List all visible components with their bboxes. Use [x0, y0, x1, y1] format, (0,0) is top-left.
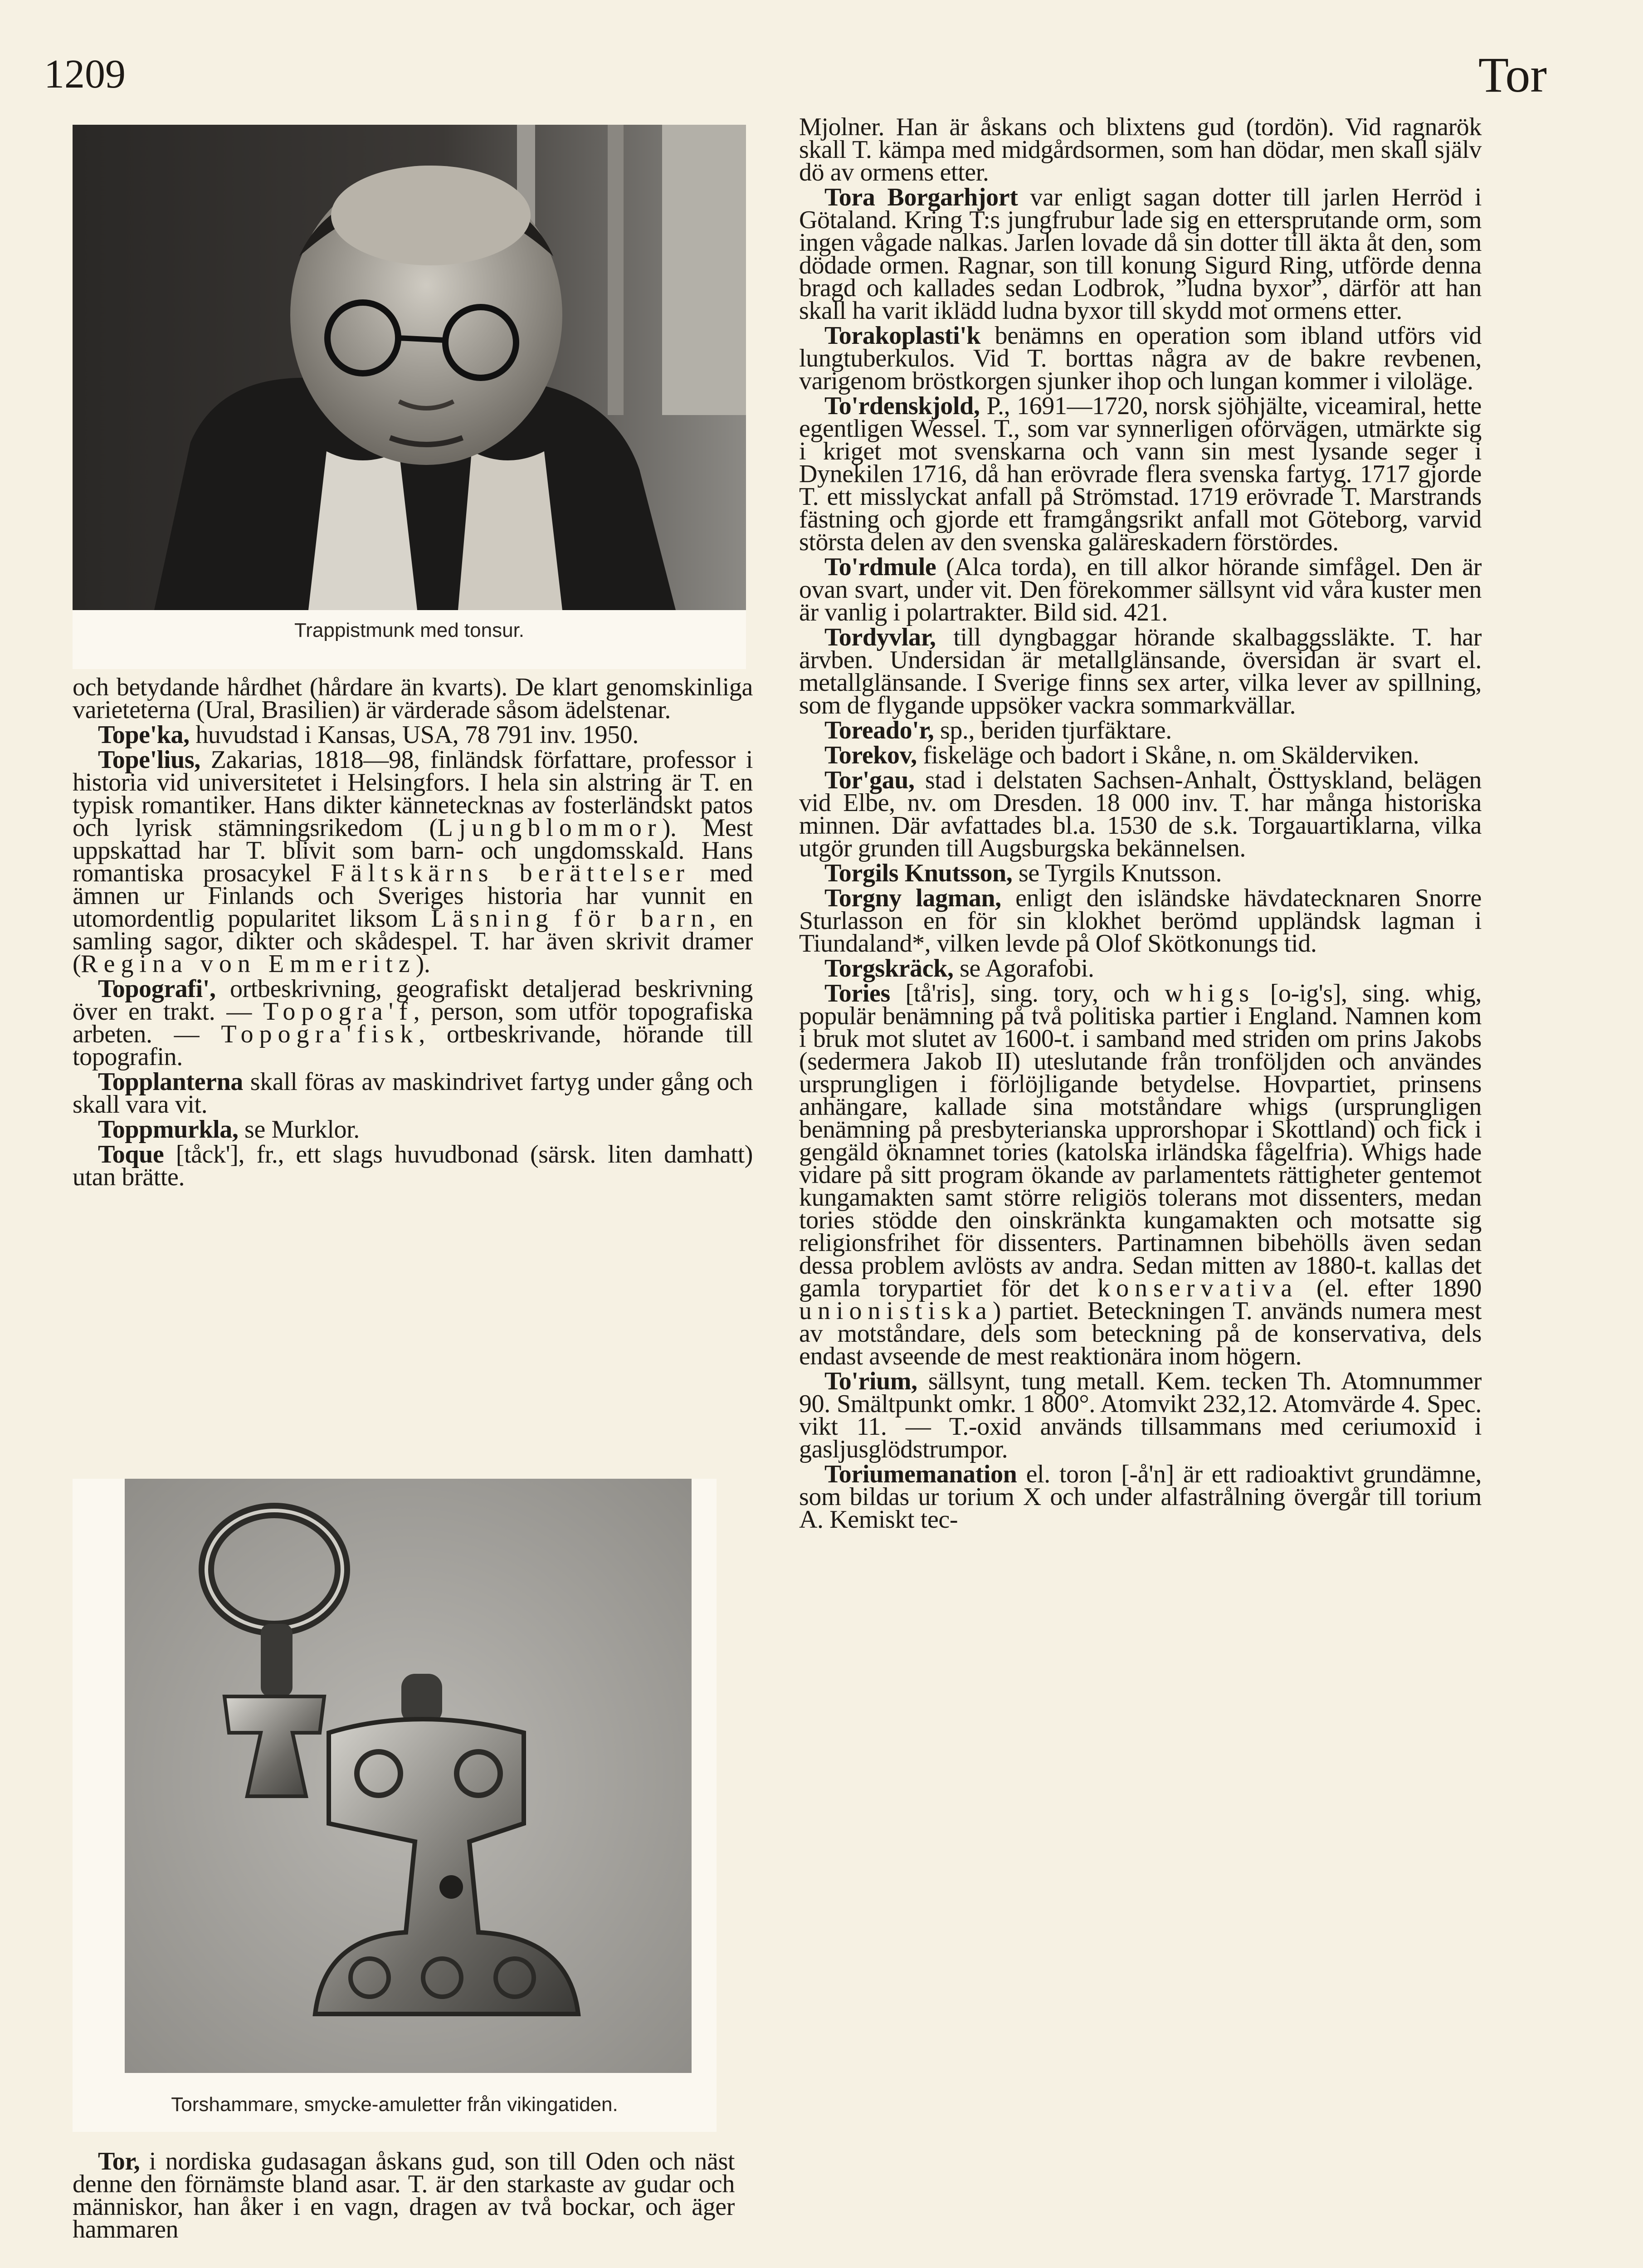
- entry-tora-borgarhjort: Tora Borgarhjort var enligt sagan dotter till jarlen Herröd i Götaland. Kring T:s jungfrubur lade sig en ettersprutande orm, som ingen vågade nalkas. Jarlen lovade då sin dotter till äkta åt den, som dödade ormen. Ragnar, son till konung Sigurd Ring, utförde denna bragd och kallades sedan Lodbrok, ”ludna byxor”, därför att han skall ha varit iklädd ludna byxor till skydd mot ormens etter.: [799, 183, 1482, 325]
- entry-torgils-knutsson: Torgils Knutsson, se Tyrgils Knutsson.: [824, 859, 1222, 887]
- left-column-bottom: [73, 2147, 735, 2244]
- entry-toreador: Toreado'r, sp., beriden tjurfäktare.: [824, 716, 1172, 744]
- page-number: 1209: [44, 52, 126, 97]
- left-column: [73, 673, 753, 1191]
- entry-continuation: och betydande hårdhet (hårdare än kvarts). De klart genomskinliga varieteterna (Ural, Brasilien) är värderade såsom ädelstenar.: [73, 673, 753, 724]
- entry-torgskrack: Torgskräck, se Agorafobi.: [824, 954, 1094, 982]
- monk-photo: [73, 125, 746, 610]
- hammer-photo: [125, 1479, 692, 2073]
- entry-tor: Tor, i nordiska gudasagan åskans gud, son till Oden och näst denne den förnämste bland asar. T. är den starkaste av gudar och människor, han åker i en vagn, dragen av två bockar, och äger hammaren: [73, 2147, 735, 2244]
- entry-torakoplastik: Torakoplasti'k benämns en operation som ibland utförs vid lungtuberkulos. Vid T. borttas några av de bakre revbenen, varigenom bröstkorgen sjunker ihop och lungan kommer i viloläge.: [799, 322, 1482, 395]
- entry-tordyvlar: Tordyvlar, till dyngbaggar hörande skalbaggssläkte. T. har ärvben. Undersidan är metallglänsande, översidan är svart el. metallglänsande. I Sverige finns sex arter, vilka lever av spillning, som de flygande uppsöker vackra sommarkvällar.: [799, 623, 1482, 719]
- monk-caption: Trappistmunk med tonsur.: [294, 619, 525, 641]
- entry-toque: Toque [tåck'], fr., ett slags huvudbonad (särsk. liten damhatt) utan brätte.: [73, 1140, 753, 1191]
- hammer-caption: Torshammare, smycke-amuletter från vikingatiden.: [171, 2093, 618, 2116]
- entry-topelius: Tope'lius, Zakarias, 1818—98, finländsk författare, professor i historia vid universitetet i Helsingfors. I hela sin alstring är T. en typisk romantiker. Hans dikter kännetecknas av fosterländskt patos och lyrisk stämningsrikedom (Ljungblommor). Mest uppskattad har T. blivit som barn- och ungdomsskald. Hans romantiska prosacykel Fältskärns berättelser med ämnen ur Finlands och Sveriges historia har vunnit en utomordentlig popularitet liksom Läsning för barn, en samling sagor, dikter och skådespel. T. har även skrivit dramer (Regina von Emmeritz).: [73, 746, 753, 978]
- entry-topeka: Tope'ka, huvudstad i Kansas, USA, 78 791 inv. 1950.: [98, 721, 639, 749]
- right-column: [799, 113, 1482, 1534]
- entry-toppmurkla: Toppmurkla, se Murklor.: [98, 1115, 360, 1144]
- entry-torgau: Tor'gau, stad i delstaten Sachsen-Anhalt, Östtyskland, belägen vid Elbe, nv. om Dresden. 18 000 inv. T. har många historiska minnen. Där avfattades bl.a. 1530 de s.k. Torgauartiklarna, vilka utgör grunden till Augsburgska bekännelsen.: [799, 766, 1482, 862]
- entry-tordenskjold: To'rdenskjold, P., 1691—1720, norsk sjöhjälte, viceamiral, hette egentligen Wessel. T., som var synnerligen oförvägen, utmärkte sig i kriget mot svenskarna och vann sin mest lysande seger i Dynekilen 1716, då han erövrade flera svenska fartyg. 1717 gjorde T. ett misslyckat anfall på Strömstad. 1719 erövrade T. Marstrands fästning och gjorde ett framgångsrikt anfall mot Göteborg, varvid största delen av den svenska galäreskadern förstördes.: [799, 392, 1482, 556]
- figure-hammer: [73, 1479, 717, 2132]
- running-head: Tor: [1478, 47, 1547, 103]
- entry-torekov: Torekov, fiskeläge och badort i Skåne, n. om Skälderviken.: [824, 741, 1419, 769]
- entry-topplanterna: Topplanterna skall föras av maskindrivet fartyg under gång och skall vara vit.: [73, 1068, 753, 1119]
- entry-torium: To'rium, sällsynt, tung metall. Kem. tecken Th. Atomnummer 90. Smältpunkt omkr. 1 800°. Atomvikt 232,12. Atomvärde 4. Spec. vikt 11. — T.-oxid används tillsammans med ceriumoxid i gasljusglödstrumpor.: [799, 1367, 1482, 1463]
- entry-torgny-lagman: Torgny lagman, enligt den isländske hävdatecknaren Snorre Sturlasson en för sin klokhet berömd uppländsk lagman i Tiundaland*, vilken levde på Olof Skötkonungs tid.: [799, 884, 1482, 958]
- entry-tories: Tories [tå'ris], sing. tory, och whigs [o-ig's], sing. whig, populär benämning på två politiska partier i England. Namnen kom i bruk mot slutet av 1600-t. i samband med striden om prins Jakobs (sedermera Jakob II) uteslutande från tronföljden och användes ursprungligen i förlöjligande betydelse. Hovpartiet, prinsens anhängare, kallade sina motståndare whigs (ursprungligen benämning på presbyterianska upprorshopar i Skottland) och fick i gengäld öknamnet tories (katolska irländska fågelfria). Whigs hade vidare på sitt program ökande av parlamentets rättigheter gentemot kungamakten samt större religiös tolerans mot dissenters, medan tories stödde den oinskränkta kungamakten och motsatte sig religionsfrihet för dissenters. Partinamnen bibehölls även sedan dessa problem avlösts av andra. Sedan mitten av 1880-t. kallas det gamla torypartiet för det konservativa (el. efter 1890 unionistiska) partiet. Beteckningen T. används numera mest av motståndare, dels som beteckning på de konservativa, dels endast avseende de mest reaktionära inom högern.: [799, 979, 1482, 1370]
- entry-topografi: Topografi', ortbeskrivning, geografiskt detaljerad beskrivning över en trakt. — Topogra'f, person, som utför topografiska arbeten. — Topogra'fisk, ortbeskrivande, hörande till topografin.: [73, 975, 753, 1071]
- entry-tordmule: To'rdmule (Alca torda), en till alkor hörande simfågel. Den är ovan svart, under vit. Den förekommer sällsynt vid våra kuster men är vanlig i polartrakter. Bild sid. 421.: [799, 553, 1482, 626]
- entry-toriumemanation: Toriumemanation el. toron [-å'n] är ett radioaktivt grundämne, som bildas ur torium X och under alfastrålning övergår till torium A. Kemiskt tec-: [799, 1460, 1482, 1534]
- figure-monk: [73, 125, 746, 669]
- entry-continuation-mjolner: Mjolner. Han är åskans och blixtens gud (tordön). Vid ragnarök skall T. kämpa med midgårdsormen, som han dödar, men skall själv dö av ormens etter.: [799, 113, 1482, 186]
